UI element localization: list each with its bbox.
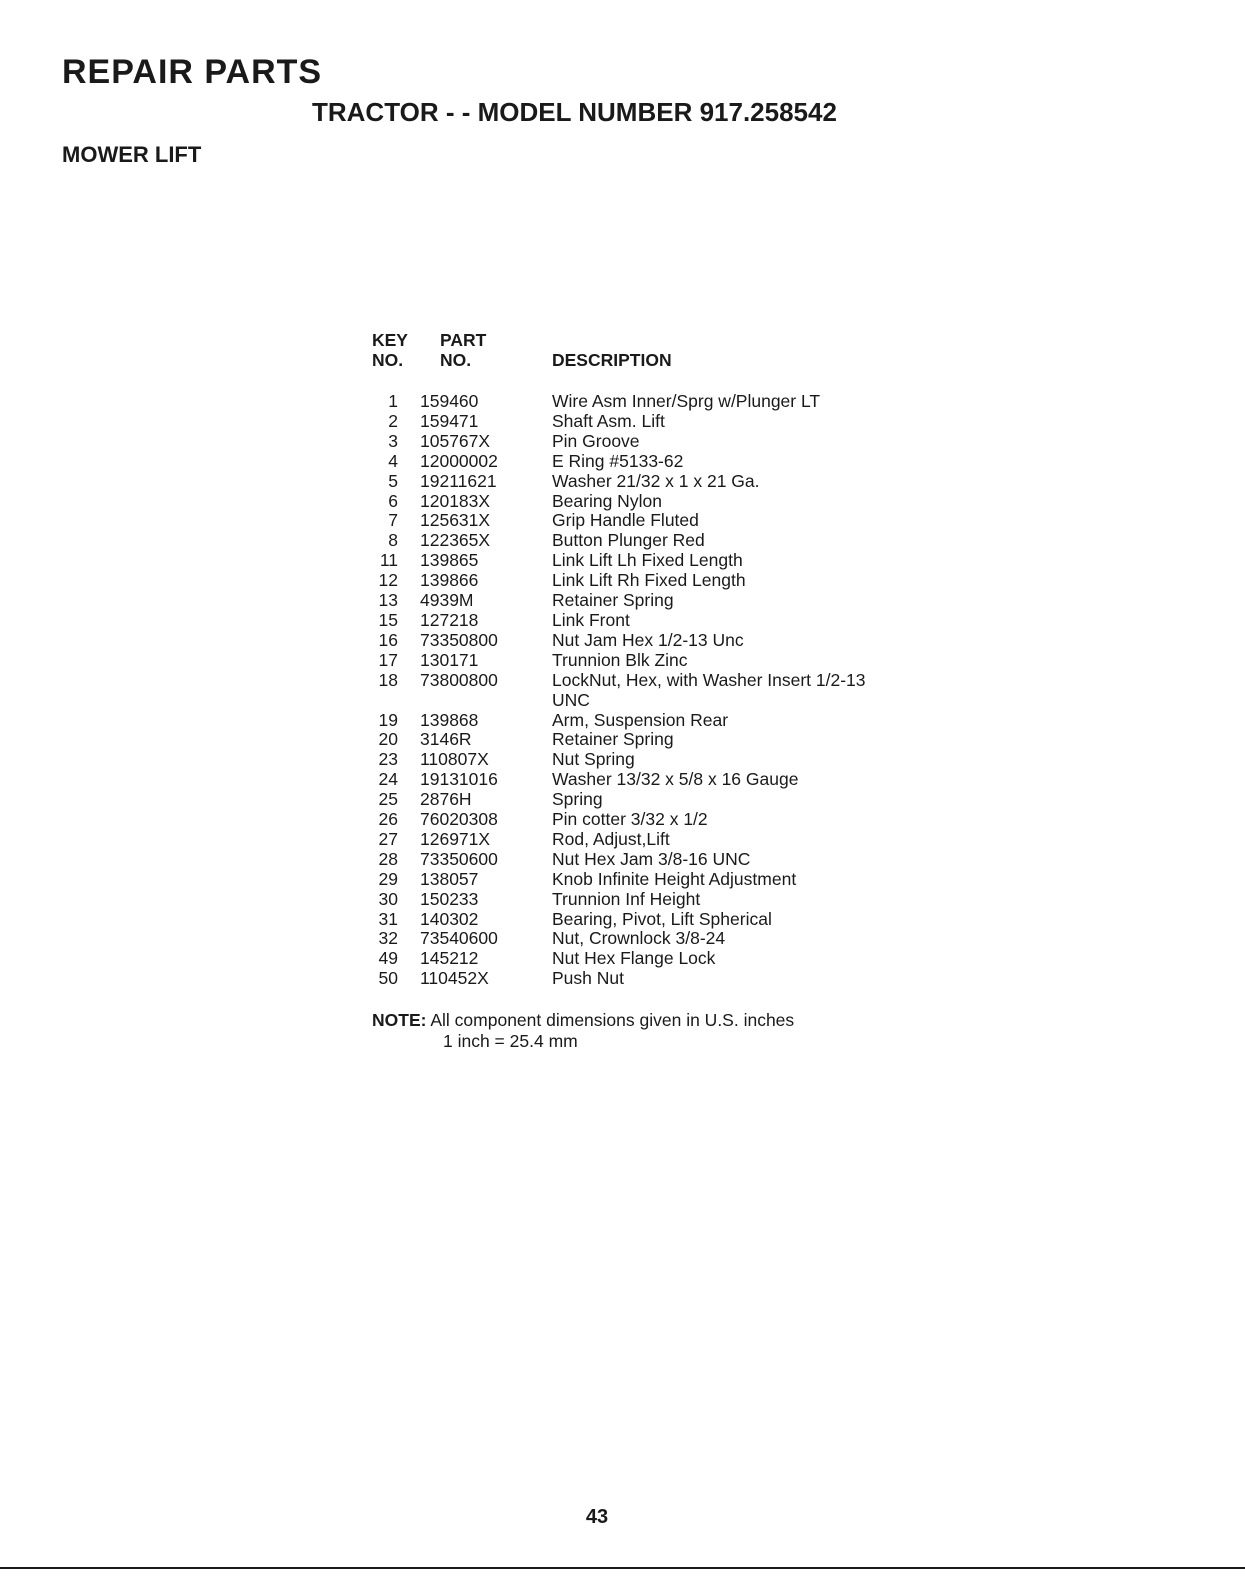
part-number: 127218 bbox=[420, 609, 479, 630]
key-number: 31 bbox=[378, 908, 398, 929]
part-number: 73350600 bbox=[420, 848, 498, 869]
part-description: Bearing Nylon bbox=[552, 490, 662, 511]
note-line1 bbox=[372, 1010, 972, 1031]
part-number: 73350800 bbox=[420, 629, 498, 650]
part-description: Link Lift Lh Fixed Length bbox=[552, 550, 743, 571]
part-description: Push Nut bbox=[552, 968, 624, 989]
part-number: 19211621 bbox=[420, 470, 497, 491]
table-row bbox=[372, 591, 892, 611]
part-description: Grip Handle Fluted bbox=[552, 510, 699, 531]
header-description: DESCRIPTION bbox=[552, 350, 672, 370]
part-number: 145212 bbox=[420, 948, 479, 969]
table-row bbox=[372, 472, 892, 492]
part-description: Pin cotter 3/32 x 1/2 bbox=[552, 809, 708, 830]
key-number: 19 bbox=[378, 709, 398, 730]
table-row bbox=[372, 711, 892, 731]
table-header bbox=[372, 330, 892, 372]
header-part-line1: PART bbox=[440, 330, 487, 350]
part-number: 4939M bbox=[420, 590, 474, 611]
key-number: 17 bbox=[378, 649, 398, 670]
part-description: Nut Hex Jam 3/8-16 UNC bbox=[552, 848, 751, 869]
part-description: Arm, Suspension Rear bbox=[552, 709, 729, 730]
part-description: Shaft Asm. Lift bbox=[552, 410, 665, 431]
key-number: 18 bbox=[378, 669, 398, 690]
key-number: 26 bbox=[378, 809, 398, 830]
part-number: 2876H bbox=[420, 789, 472, 810]
key-number: 2 bbox=[388, 410, 398, 431]
table-row bbox=[372, 910, 892, 930]
part-number: 159471 bbox=[420, 410, 479, 431]
key-number: 28 bbox=[378, 848, 398, 869]
table-row bbox=[372, 392, 892, 412]
table-row bbox=[372, 870, 892, 890]
key-number: 15 bbox=[378, 609, 398, 630]
part-number: 19131016 bbox=[420, 769, 498, 790]
part-number: 139866 bbox=[420, 570, 479, 591]
note-text-2: 1 inch = 25.4 mm bbox=[443, 1031, 578, 1051]
part-description: Button Plunger Red bbox=[552, 530, 705, 551]
header-key-line2: NO. bbox=[372, 350, 404, 370]
part-description: Knob Infinite Height Adjustment bbox=[552, 868, 797, 889]
part-description: Trunnion Blk Zinc bbox=[552, 649, 688, 670]
part-number: 139868 bbox=[420, 709, 479, 730]
table-row bbox=[372, 810, 892, 830]
part-description: Nut, Crownlock 3/8-24 bbox=[552, 928, 726, 949]
key-number: 5 bbox=[388, 470, 398, 491]
part-number: 76020308 bbox=[420, 809, 498, 830]
key-number: 30 bbox=[378, 888, 398, 909]
section-heading: MOWER LIFT bbox=[62, 142, 202, 167]
part-number: 110452X bbox=[420, 968, 489, 989]
part-number: 125631X bbox=[420, 510, 491, 531]
key-number: 4 bbox=[388, 450, 398, 471]
table-row bbox=[372, 452, 892, 472]
note-label: NOTE: bbox=[372, 1010, 427, 1030]
table-row bbox=[372, 830, 892, 850]
part-description: Retainer Spring bbox=[552, 590, 674, 611]
key-number: 3 bbox=[388, 430, 398, 451]
key-number: 11 bbox=[379, 550, 398, 571]
page-title: REPAIR PARTS bbox=[62, 53, 323, 91]
part-number: 159460 bbox=[420, 391, 479, 411]
part-description: Rod, Adjust,Lift bbox=[552, 828, 670, 849]
key-number: 32 bbox=[378, 928, 398, 949]
table-row bbox=[372, 890, 892, 910]
table-row bbox=[372, 571, 892, 591]
part-description: Link Front bbox=[552, 609, 630, 630]
table-row bbox=[372, 750, 892, 770]
table-row bbox=[372, 929, 892, 949]
key-number: 23 bbox=[378, 749, 398, 770]
part-description: Nut Hex Flange Lock bbox=[552, 948, 716, 969]
key-number: 24 bbox=[378, 769, 398, 790]
key-number: 6 bbox=[388, 490, 398, 511]
part-number: 130171 bbox=[420, 649, 479, 670]
part-number: 12000002 bbox=[420, 450, 498, 471]
table-row bbox=[372, 790, 892, 810]
model-subtitle: TRACTOR - - MODEL NUMBER 917.258542 bbox=[312, 97, 837, 127]
parts-list bbox=[372, 392, 892, 989]
part-description: Nut Jam Hex 1/2-13 Unc bbox=[552, 629, 744, 650]
part-description: Pin Groove bbox=[552, 430, 640, 451]
part-number: 139865 bbox=[420, 550, 479, 571]
key-number: 1 bbox=[388, 391, 398, 411]
part-number: 3146R bbox=[420, 729, 472, 750]
key-number: 25 bbox=[378, 789, 398, 810]
part-number: 73540600 bbox=[420, 928, 498, 949]
table-row bbox=[372, 432, 892, 452]
table-row bbox=[372, 949, 892, 969]
table-row bbox=[372, 969, 892, 989]
header-key-line1: KEY bbox=[372, 330, 408, 350]
part-number: 105767X bbox=[420, 430, 491, 451]
table-row bbox=[372, 651, 892, 671]
part-description: LockNut, Hex, with Washer Insert 1/2-13 UNC bbox=[552, 669, 866, 710]
part-description: Bearing, Pivot, Lift Spherical bbox=[552, 908, 772, 929]
header-part-line2: NO. bbox=[440, 350, 472, 370]
parts-table bbox=[372, 330, 892, 989]
bottom-rule bbox=[0, 1567, 1245, 1569]
part-number: 120183X bbox=[420, 490, 491, 511]
part-description: Nut Spring bbox=[552, 749, 635, 770]
part-number: 150233 bbox=[420, 888, 479, 909]
part-number: 138057 bbox=[420, 868, 479, 889]
part-description: Washer 13/32 x 5/8 x 16 Gauge bbox=[552, 769, 799, 790]
key-number: 8 bbox=[388, 530, 398, 551]
key-number: 27 bbox=[378, 828, 398, 849]
table-row bbox=[372, 730, 892, 750]
note-text-1: All component dimensions given in U.S. inches bbox=[430, 1010, 795, 1030]
part-number: 122365X bbox=[420, 530, 491, 551]
key-number: 50 bbox=[378, 968, 398, 989]
key-number: 16 bbox=[378, 629, 398, 650]
table-row bbox=[372, 531, 892, 551]
part-description: E Ring #5133-62 bbox=[552, 450, 684, 471]
key-number: 20 bbox=[378, 729, 398, 750]
part-description: Retainer Spring bbox=[552, 729, 674, 750]
table-row bbox=[372, 492, 892, 512]
part-description: Trunnion Inf Height bbox=[552, 888, 701, 909]
part-description: Link Lift Rh Fixed Length bbox=[552, 570, 746, 591]
table-row bbox=[372, 412, 892, 432]
table-row bbox=[372, 671, 892, 711]
note bbox=[372, 1010, 972, 1052]
key-number: 12 bbox=[378, 570, 398, 591]
key-number: 29 bbox=[378, 868, 398, 889]
part-number: 73800800 bbox=[420, 669, 498, 690]
key-number: 13 bbox=[378, 590, 398, 611]
table-row bbox=[372, 511, 892, 531]
table-row bbox=[372, 551, 892, 571]
table-row bbox=[372, 631, 892, 651]
table-row bbox=[372, 611, 892, 631]
page-number: 43 bbox=[585, 1506, 609, 1528]
key-number: 7 bbox=[388, 510, 398, 531]
table-row bbox=[372, 850, 892, 870]
part-number: 126971X bbox=[420, 828, 491, 849]
key-number: 49 bbox=[378, 948, 398, 969]
part-description: Spring bbox=[552, 789, 603, 810]
part-description: Wire Asm Inner/Sprg w/Plunger LT bbox=[552, 391, 821, 411]
table-row bbox=[372, 770, 892, 790]
part-number: 110807X bbox=[420, 749, 489, 770]
part-number: 140302 bbox=[420, 908, 479, 929]
part-description: Washer 21/32 x 1 x 21 Ga. bbox=[552, 470, 760, 491]
